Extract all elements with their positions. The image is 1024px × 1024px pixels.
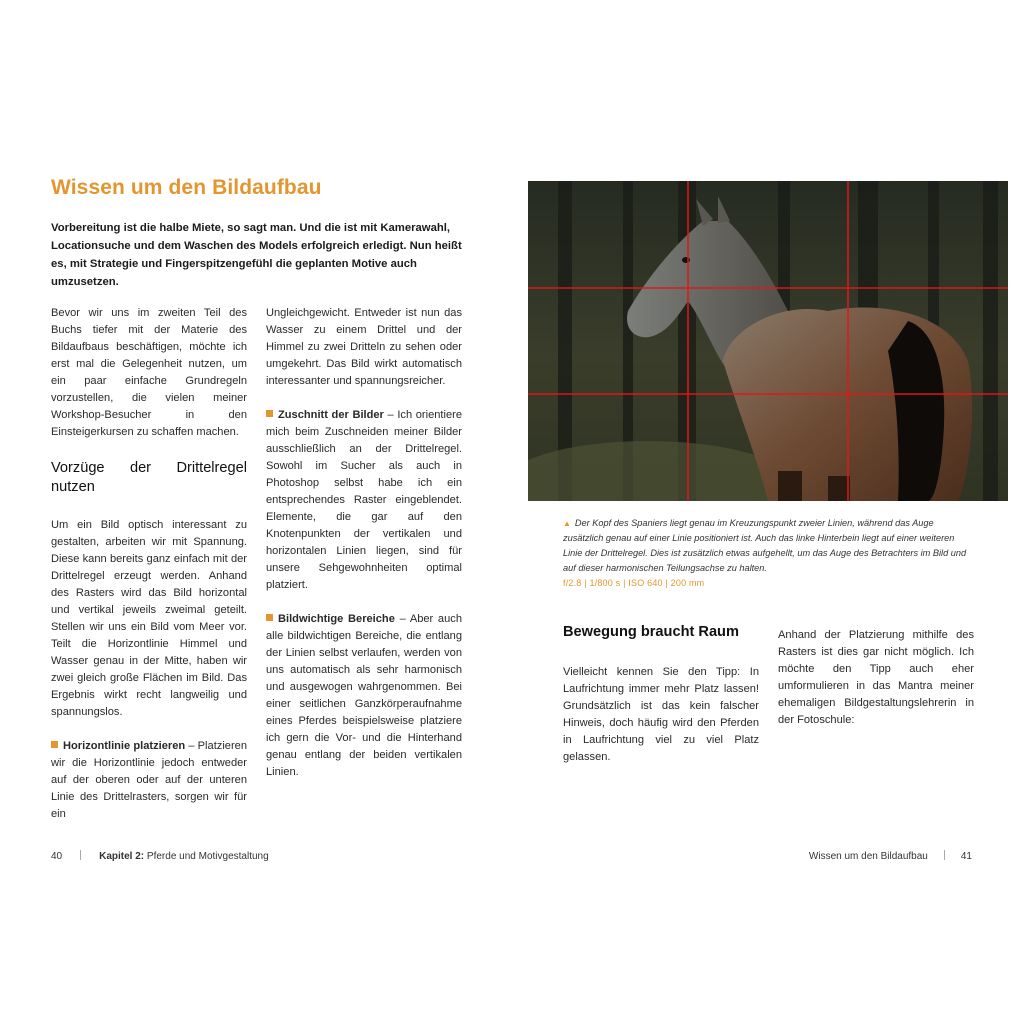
- chapter-label: Kapitel 2:: [99, 851, 145, 862]
- horse-photo-with-thirds-grid: [528, 181, 1008, 501]
- footer-divider: [80, 850, 81, 860]
- caption-text: Der Kopf des Spaniers liegt genau im Kreuzungspunkt zweier Linien, während das Auge zusätzlich genau auf einer Linie positioniert ist. Auch das linke Hinterbein liegt auf einer weiteren Linie der Drittelregel. Dies ist zusätzlich etwas aufgehellt, um das Auge des Betrachters im Bild und auf dieser harmonischen Teilungsachse zu halten.: [563, 518, 967, 573]
- body-paragraph: [266, 407, 462, 594]
- body-paragraph: Ungleichgewicht. Entweder ist nun das Wasser zu einem Drittel und der Himmel zu zwei Dritteln zu sehen oder umgekehrt. Das Bild wirkt automatisch interessanter und spannungsreicher.: [266, 307, 462, 387]
- exif-data: f/2.8 | 1/800 s | ISO 640 | 200 mm: [563, 578, 705, 588]
- body-text: – Aber auch alle bildwichtigen Bereiche, die entlang der Linien selbst verlaufen, werden von uns automatisch als sehr harmonisch und ausgewogen wahrgenommen. Bei einer seitlichen Ganzkörperaufnahme eines Pferdes beispielsweise platziere ich gern die Vor- und die Hinterhand genau entlang der beiden vertikalen Linien.: [266, 613, 462, 778]
- text-column-3: [563, 619, 759, 783]
- inline-heading: Horizontlinie platzieren: [63, 740, 186, 752]
- bullet-square-icon: [51, 741, 58, 748]
- lead-paragraph: Vorbereitung ist die halbe Miete, so sagt man. Und die ist mit Kamerawahl, Locationsuche und dem Waschen des Models erfolgreich erledigt. Nun heißt es, mit Strategie und Fingerspitzengefühl die geplanten Motive auch umzusetzen.: [51, 222, 462, 288]
- section-heading-drittelregel: Vorzüge der Drittelregel nutzen: [51, 460, 247, 495]
- horse-photo: [528, 181, 1008, 501]
- body-text: – Platzieren wir die Horizontlinie jedoch entweder auf der oberen oder auf der unteren Linie des Drittelrasters, sorgen wir für ein: [51, 740, 247, 820]
- section-heading-bewegung: Bewegung braucht Raum: [563, 624, 739, 640]
- body-paragraph: [51, 738, 247, 823]
- page-title: Wissen um den Bildaufbau: [51, 176, 322, 199]
- text-column-2: [266, 305, 462, 798]
- text-column-1: [51, 305, 247, 840]
- page-number-left: 40: [51, 851, 63, 862]
- body-text: – Ich orientiere mich beim Zuschneiden meiner Bilder ausschließlich an der Drittelregel. Sowohl im Sucher als auch in Photoshop selbst habe ich ein entsprechendes Raster eingeblendet. Elemente, die gar auf den Knotenpunkten der vertikalen und horizontalen Linien liegen, sind für unsere Sehgewohnheiten optimal platziert.: [266, 409, 462, 591]
- footer-right: [809, 850, 972, 862]
- photo-caption: [563, 516, 973, 576]
- inline-heading: Zuschnitt der Bilder: [278, 409, 384, 421]
- body-paragraph: Vielleicht kennen Sie den Tipp: In Laufrichtung immer mehr Platz lassen! Grundsätzlich ist das kein falscher Hinweis, doch häufig wird den Pferden in Laufrichtung viel zu viel Platz gelassen.: [563, 666, 759, 763]
- page-number-right: 41: [960, 851, 972, 862]
- footer-divider: [944, 850, 945, 860]
- body-paragraph: Um ein Bild optisch interessant zu gestalten, arbeiten wir mit Spannung. Diese kann bereits ganz einfach mit der Drittelregel erzeugt werden. Anhand des Rasters wird das Bild horizontal und vertikal jeweils zweimal geteilt. Stellen wir uns ein Bild vom Meer vor. Teilt die Horizontlinie Himmel und Wasser genau in der Mitte, haben wir zwei gleich große Flächen im Bild. Das Ergebnis wirkt recht langweilig und spannungslos.: [51, 519, 247, 718]
- text-column-4: [778, 627, 974, 746]
- bullet-square-icon: [266, 614, 273, 621]
- body-paragraph: Anhand der Platzierung mithilfe des Rasters ist dies gar nicht möglich. Ich möchte den Tipp auch eher umformulieren in das Mantra meiner ehemaligen Bildgestaltungslehrerin in der Fotoschule:: [778, 629, 974, 726]
- inline-heading: Bildwichtige Bereiche: [278, 613, 395, 625]
- footer-left: [51, 850, 269, 862]
- bullet-square-icon: [266, 410, 273, 417]
- body-paragraph: [266, 611, 462, 781]
- triangle-up-icon: ▲: [563, 519, 571, 528]
- body-paragraph: Bevor wir uns im zweiten Teil des Buchs tiefer mit der Materie des Bildaufbaus beschäftigen, möchte ich erst mal die Gelegenheit nutzen, um ein paar einfache Grundregeln vorzustellen, die vielen meiner Workshop-Besucher in den Einsteigerkursen zu schaffen machen.: [51, 307, 247, 438]
- chapter-title: Pferde und Motivgestaltung: [144, 851, 269, 862]
- section-running-head: Wissen um den Bildaufbau: [808, 851, 928, 862]
